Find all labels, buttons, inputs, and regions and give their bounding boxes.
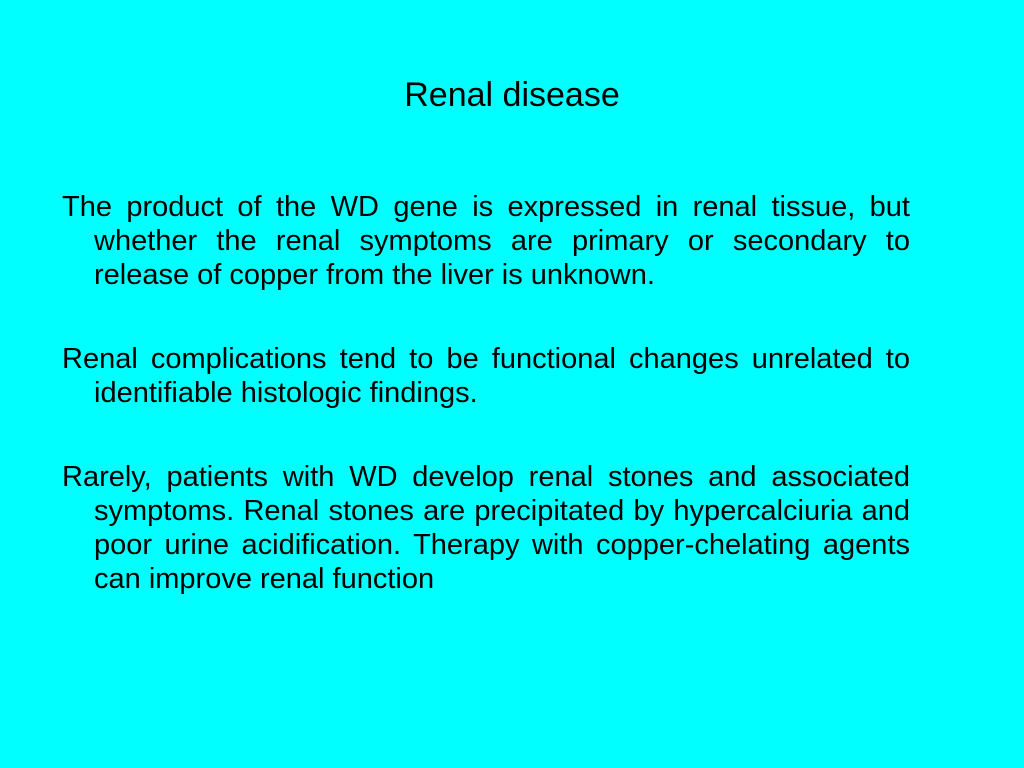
paragraph-wd-gene-expression: The product of the WD gene is expressed in renal tissue, but whether the renal symptoms are primary or secondary to release of copper from the liver is unknown. xyxy=(62,191,910,291)
slide-title: Renal disease xyxy=(404,76,620,114)
paragraph-renal-stones: Rarely, patients with WD develop renal stones and associated symptoms. Renal stones are precipitated by hypercalciuria and poor urine acidification. Therapy with copper-chelating agents can improve renal function xyxy=(62,461,910,595)
slide-body xyxy=(62,190,910,646)
paragraph-renal-complications: Renal complications tend to be functional changes unrelated to identifiable histologic findings. xyxy=(62,343,910,409)
